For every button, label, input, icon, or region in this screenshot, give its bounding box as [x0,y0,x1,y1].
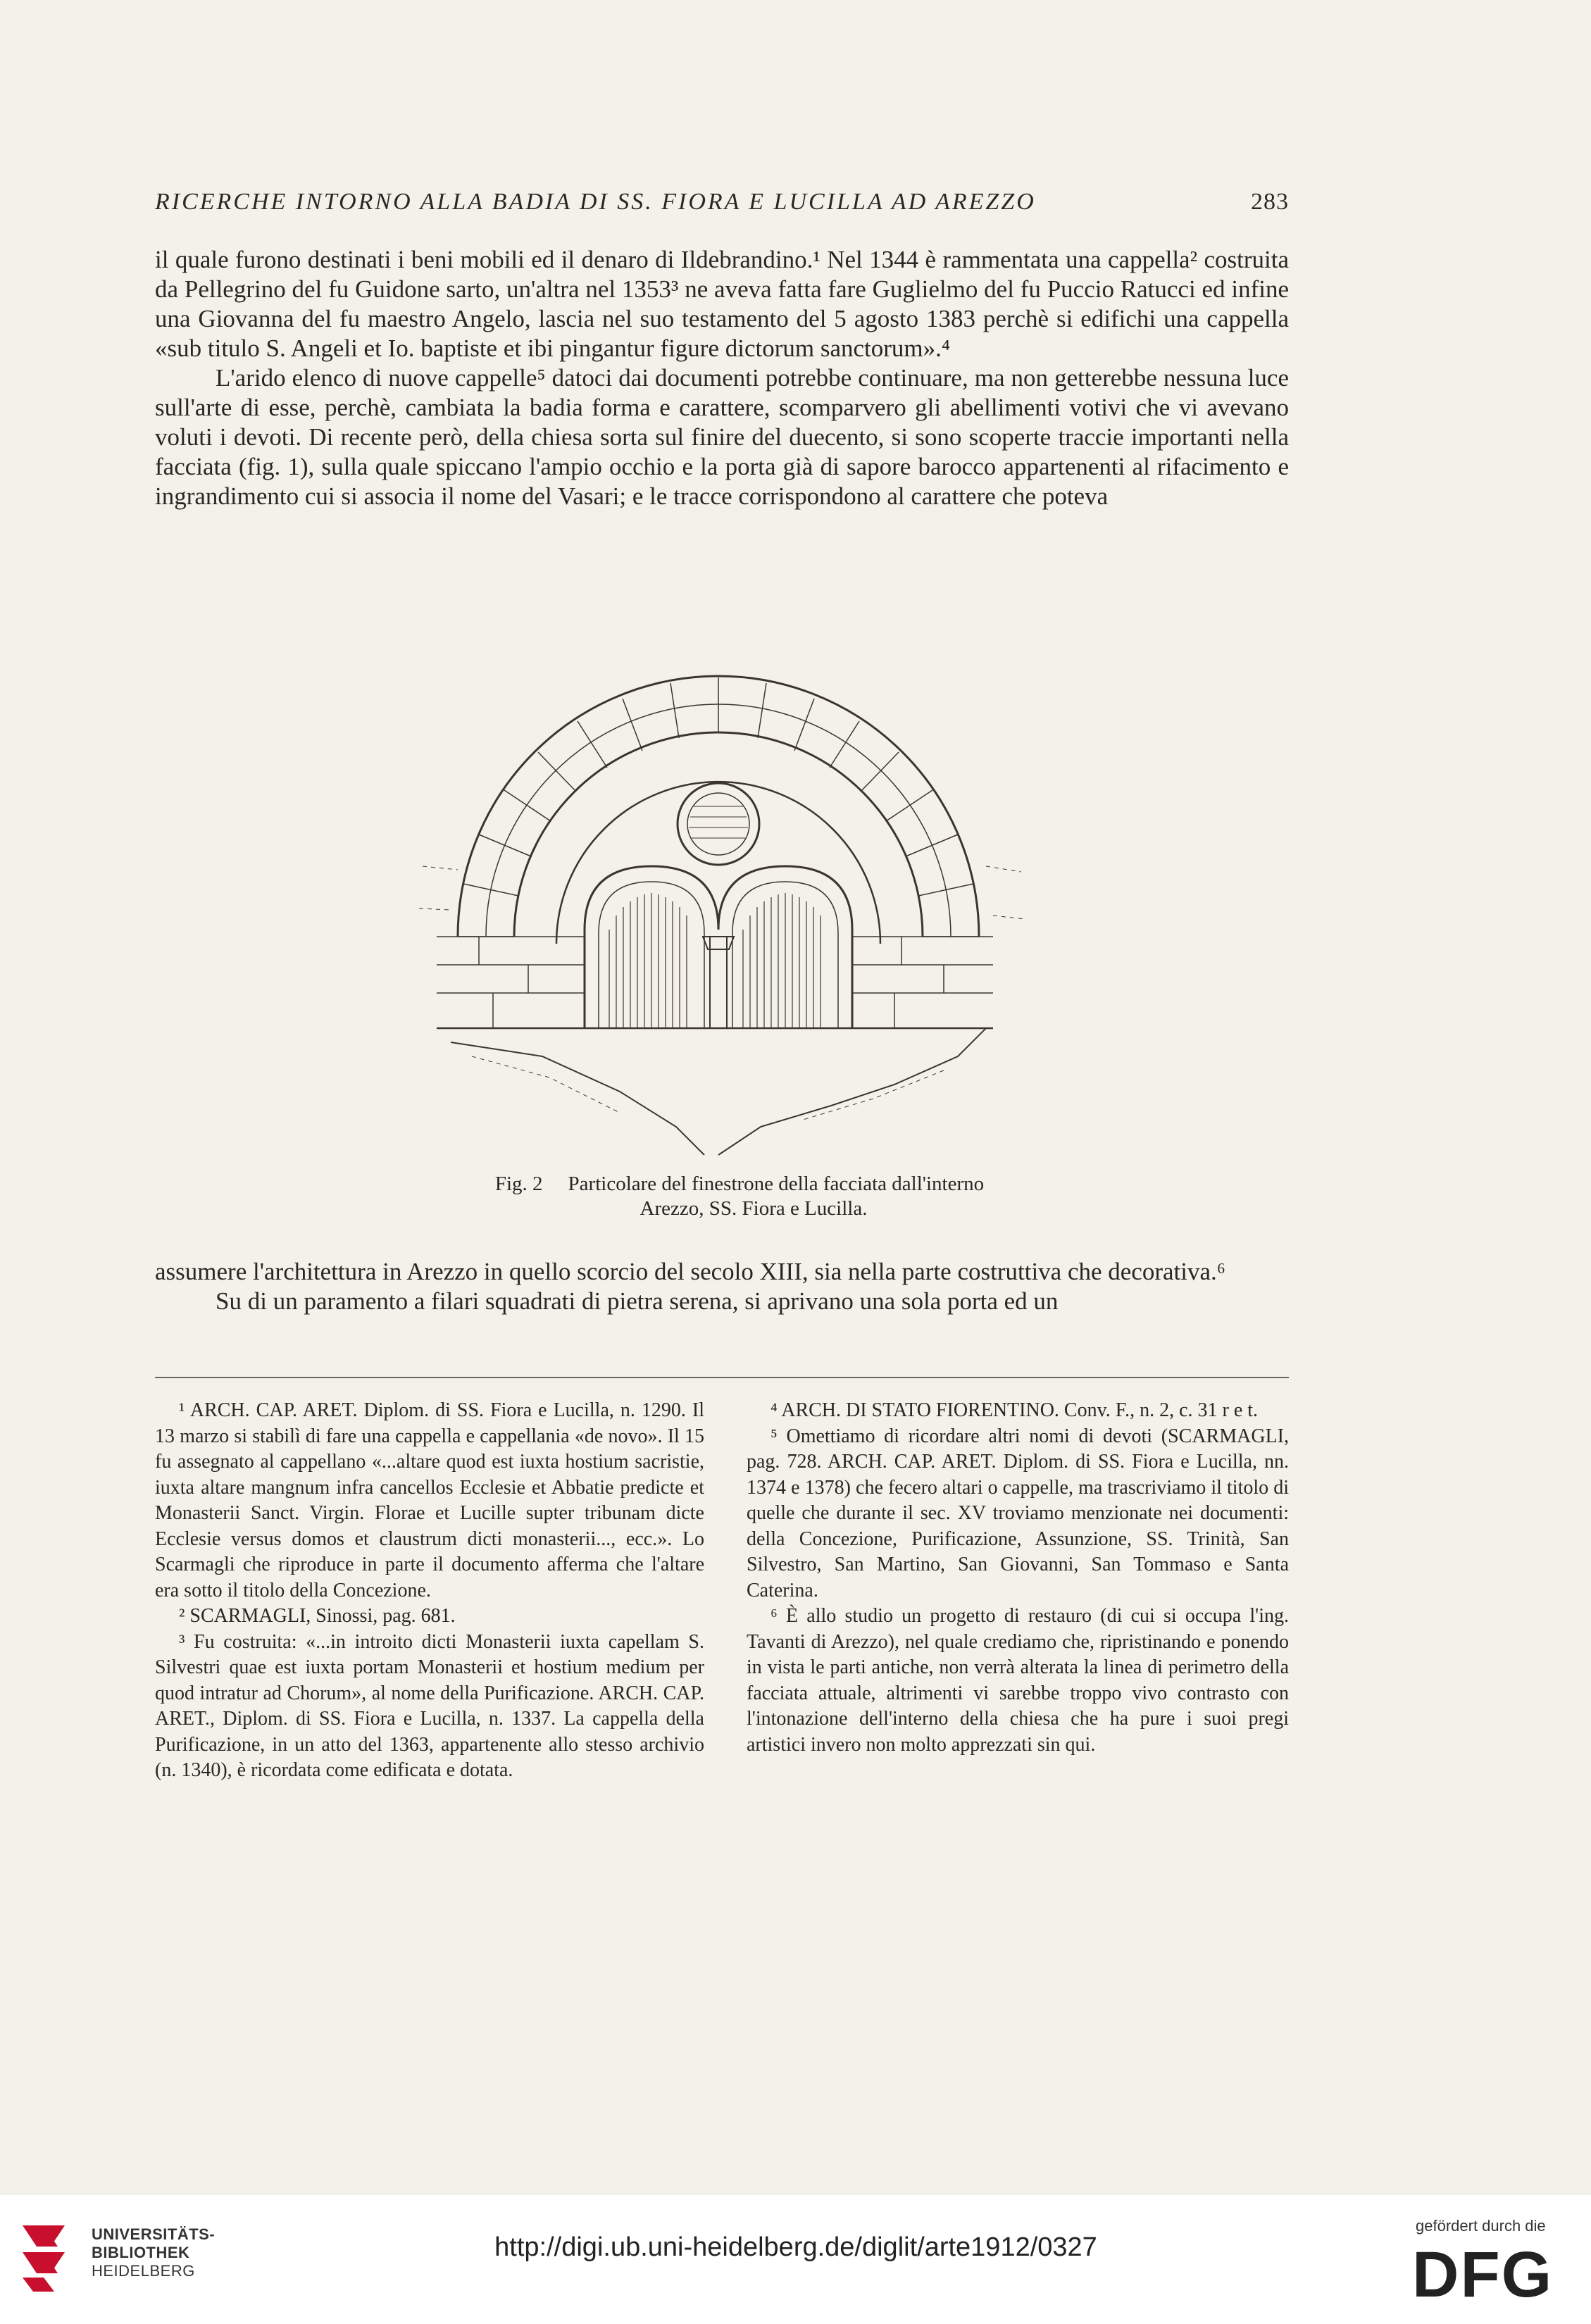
footnote: ¹ ARCH. CAP. ARET. Diplom. di SS. Fiora e Lucilla, n. 1290. Il 13 marzo si stabilì di fare una cappella e cappellania «de novo». Il 15 fu assegnato al cappellano «...altare quod est iuxta hostium sacristie, iuxta altare mangnum infra cancellos Ecclesie et Abbatie predicte et Monasterii Sanct. Virgin. Florae et Lucille supter tribunam dicte Ecclesie versus domos et claustrum dicti monasterii..., ecc.». Lo Scarmagli che riproduce in parte il documento afferma che l'altare era sotto il titolo della Concezione. [155,1399,704,1601]
paragraph: assumere l'architettura in Arezzo in quello scorcio del secolo XIII, sia nella parte costruttiva che decorativa.⁶ [155,1258,1225,1285]
library-line: UNIVERSITÄTS- [92,2225,216,2243]
university-library-logo-icon[interactable] [15,2218,83,2294]
dfg-logo[interactable]: DFG [1412,2239,1554,2311]
footnote: ⁴ ARCH. DI STATO FIORENTINO. Conv. F., n. 2, c. 31 r e t. [770,1399,1259,1421]
running-title: RICERCHE INTORNO ALLA BADIA DI SS. FIORA E LUCILLA AD AREZZO [155,189,1036,215]
paragraph: L'arido elenco di nuove cappelle⁵ datoci dai documenti potrebbe continuare, ma non getterebbe nessuna luce sull'arte di esse, perchè, cambiata la badia forma e carattere, scomparvero gli abellimenti votivi che vi avevano voluti i devoti. Di recente però, della chiesa sorta sul finire del duecento, si sono scoperte traccie importanti nella facciata (fig. 1), sulla quale spiccano l'ampio occhio e la porta già di sapore barocco appartenenti al rifacimento e ingrandimento cui si associa il nome del Vasari; e le tracce corrispondono al carattere che poteva [155,364,1289,510]
body-text-bottom [155,1257,1289,1316]
figure-window-drawing [408,634,1028,1162]
body-text-top [155,245,1289,511]
footnote: ⁶ È allo studio un progetto di restauro (di cui si occupa l'ing. Tavanti di Arezzo), nel quale crediamo che, ripristinando e ponendo in vista le parti antiche, non verrà alterata la linea di perimetro della facciata attuale, altrimenti vi sarebbe troppo vivo contrasto con l'intonazione dell'interno della chiesa che ha pure i suoi pregi artistici invero non molto apprezzati sin qui. [747,1605,1289,1756]
paragraph: il quale furono destinati i beni mobili ed il denaro di Ildebrandino.¹ Nel 1344 è rammentata una cappella² costruita da Pellegrino del fu Guidone sarto, un'altra nel 1353³ ne aveva fatta fare Guglielmo del fu Puccio Ratucci ed infine una Giovanna del fu maestro Angelo, lascia nel suo testamento del 5 agosto 1383 perchè si edifichi una cappella «sub titulo S. Angeli et Io. baptiste et ibi pingantur figure dictorum sanctorum».⁴ [155,246,1289,362]
footnotes-left-column [155,1398,704,1784]
figure-label: Fig. 2 [494,1173,543,1195]
footnotes-right-column [747,1398,1289,1758]
library-name[interactable] [92,2225,215,2280]
library-line: BIBLIOTHEK [92,2244,190,2261]
library-line: HEIDELBERG [92,2262,195,2280]
figure-caption [423,1172,1056,1221]
page-number: 283 [1251,189,1289,215]
footnote: ² SCARMAGLI, Sinossi, pag. 681. [179,1605,456,1627]
caption-line: Arezzo, SS. Fiora e Lucilla. [639,1197,868,1220]
footnote: ⁵ Omettiamo di ricordare altri nomi di devoti (SCARMAGLI, pag. 728. ARCH. CAP. ARET. Diplom. di SS. Fiora e Lucilla, nn. 1374 e 1378) che fecero altari o cappelle, ma trascriviamo il titolo di quelle che durante il sec. XV troviamo menzionate nei documenti: della Concezione, Purificazione, Assunzione, SS. Trinità, San Silvestro, San Martino, San Giovanni, San Tommaso e Santa Caterina. [747,1425,1289,1601]
caption-text: Particolare del finestrone della facciata dall'interno [568,1173,985,1195]
permalink-url[interactable]: http://digi.ub.uni-heidelberg.de/diglit/arte1912/0327 [494,2232,1097,2262]
caption-line [423,1172,1056,1197]
paragraph: Su di un paramento a filari squadrati di pietra serena, si aprivano una sola porta ed un [216,1287,1059,1315]
arch-window-illustration [408,634,1028,1162]
running-head [155,189,1289,215]
footnote-divider [155,1377,1289,1378]
funding-label: gefördert durch die [1416,2217,1546,2235]
footnote: ³ Fu costruita: «...in introito dicti Monasterii iuxta capellam S. Silvestri quae est iuxta portam Monasterii et hostium medium per quod intratur ad Chorum», al nome della Purificazione. ARCH. CAP. ARET., Diplom. di SS. Fiora e Lucilla, n. 1337. La cappella della Purificazione, in un atto del 1363, appartenente allo stesso archivio (n. 1340), è ricordata come edificata e dotata. [155,1630,704,1781]
